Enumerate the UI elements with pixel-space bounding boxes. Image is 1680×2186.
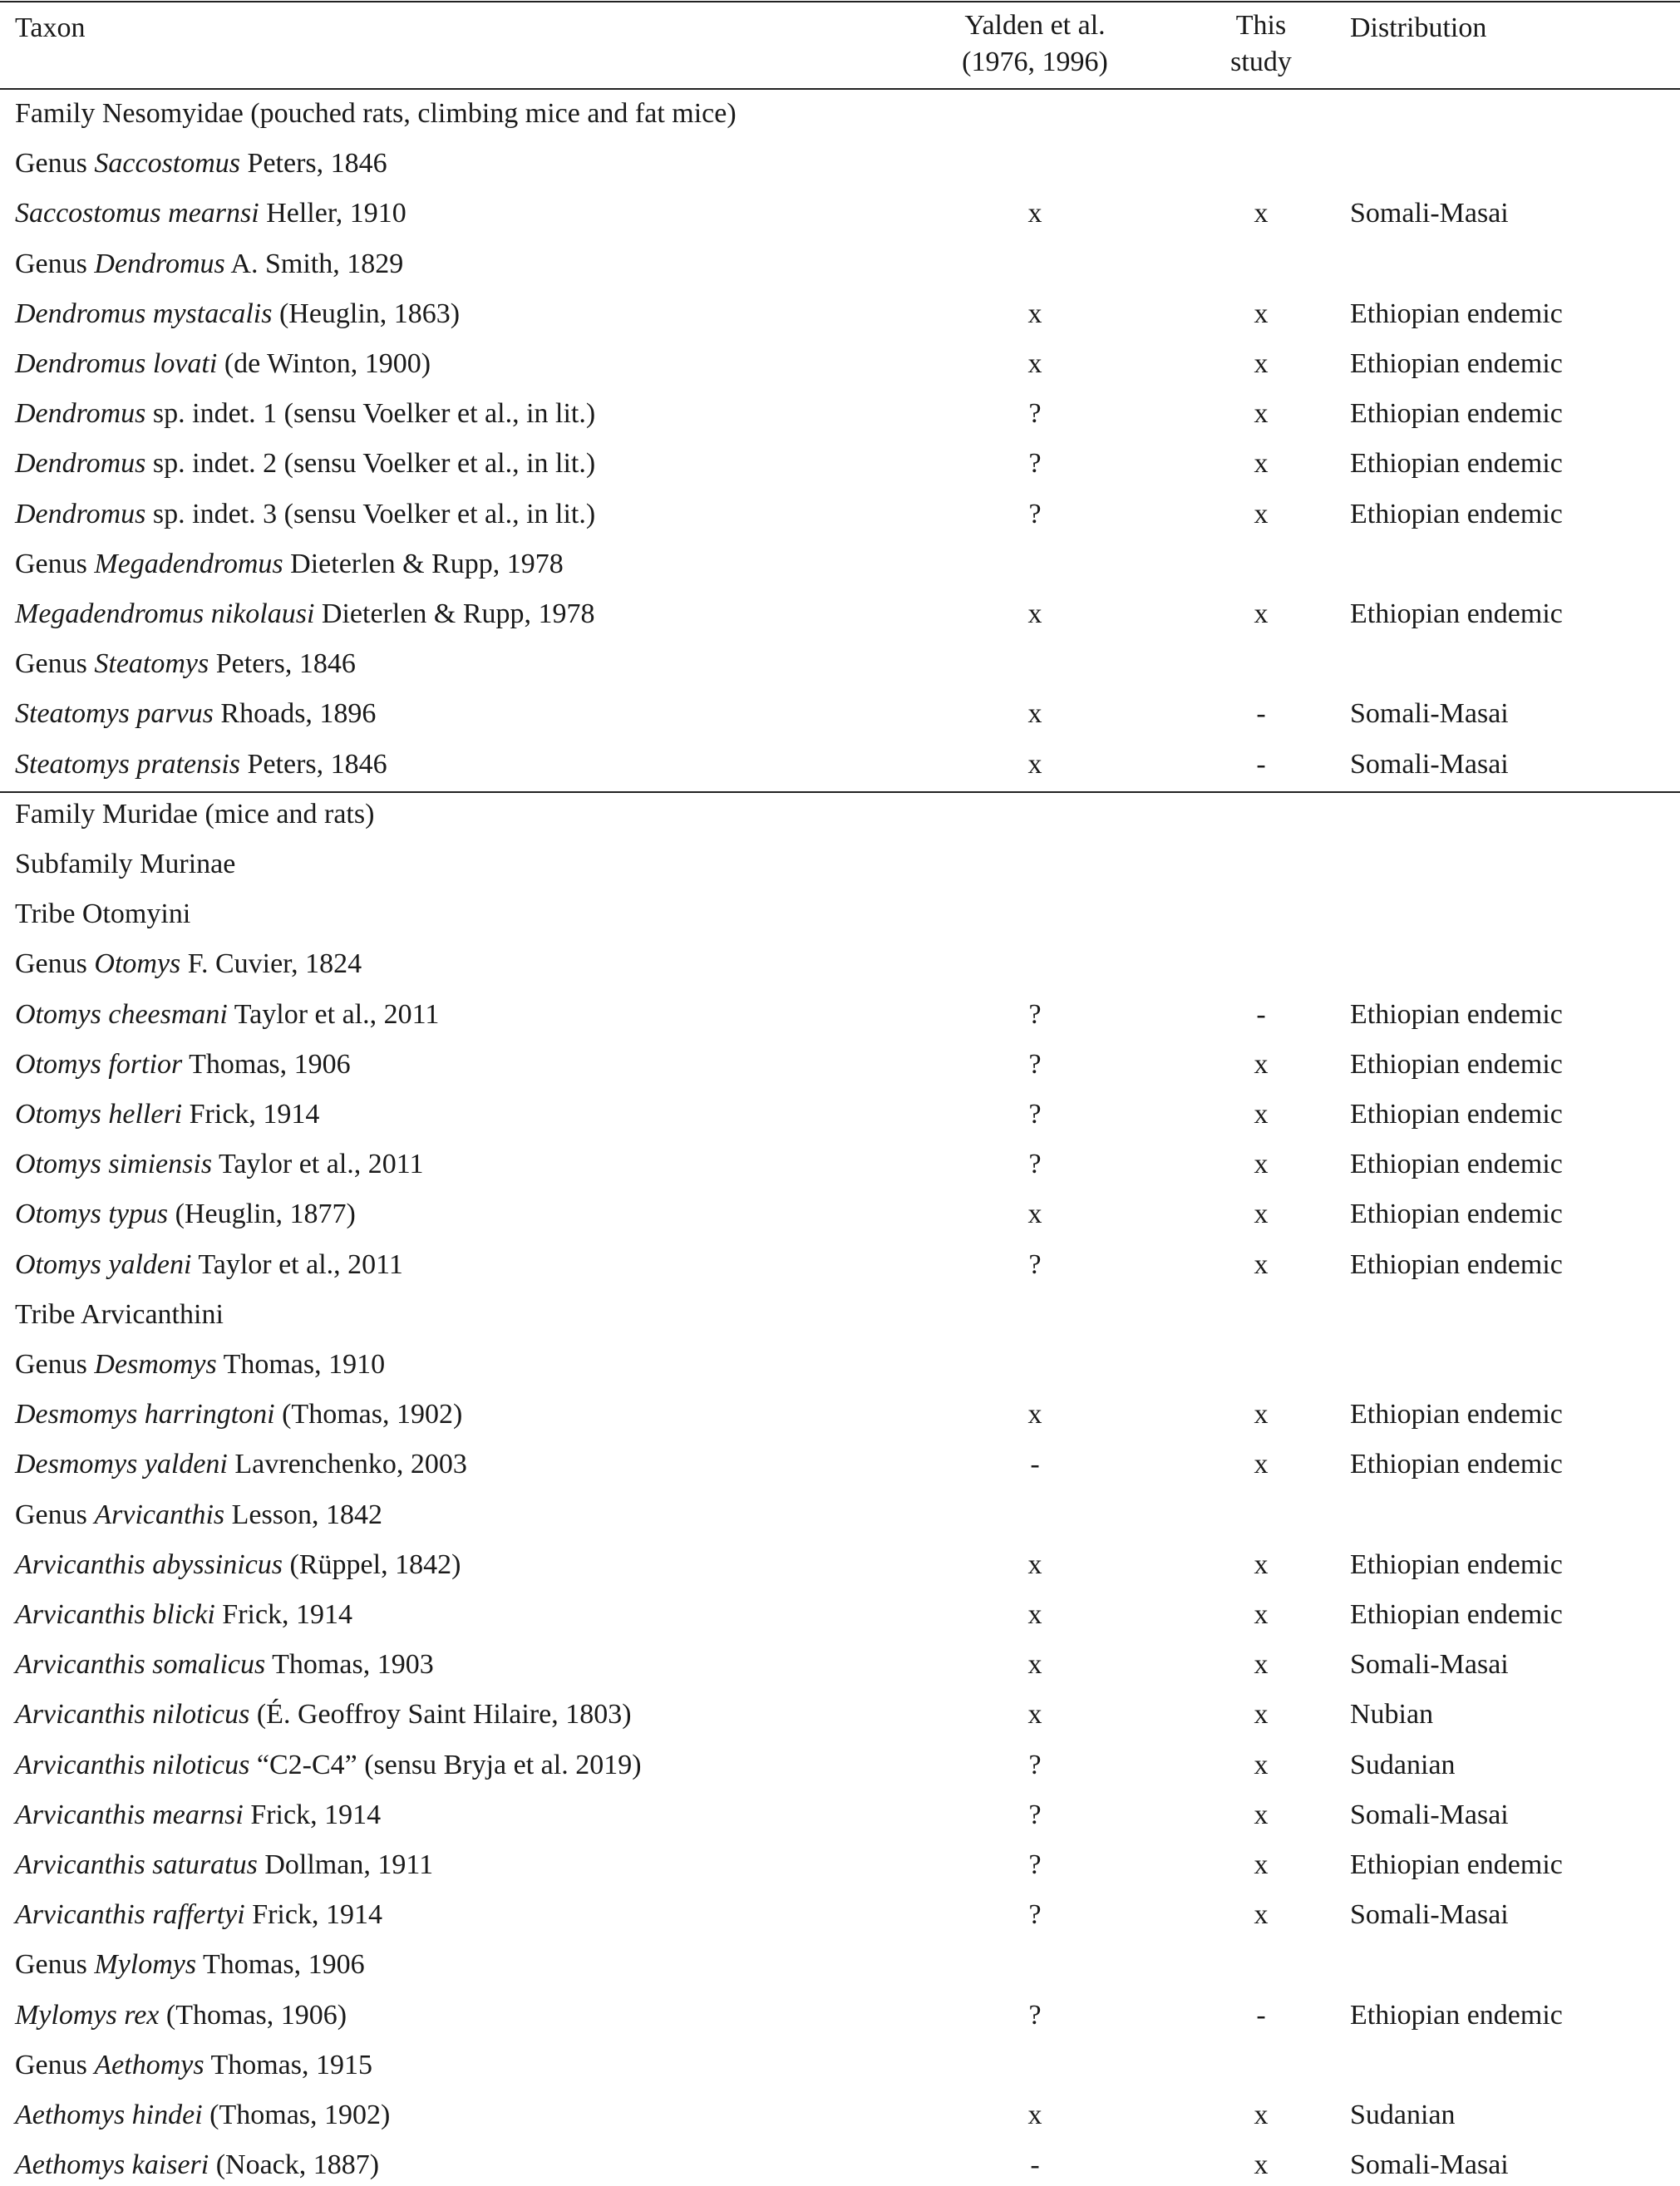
genus-name: Dendromus <box>94 248 225 279</box>
genus-authority: Thomas, 1910 <box>216 1349 386 1380</box>
header-this-line1: This <box>1235 10 1287 41</box>
species-authority: Thomas, 1906 <box>182 1048 351 1080</box>
genus-heading <box>15 1499 382 1532</box>
header-rule <box>0 88 1680 90</box>
distribution-cell: Somali-Masai <box>1350 2149 1509 2181</box>
species-name: Dendromus <box>15 448 146 480</box>
distribution-cell: Ethiopian endemic <box>1350 1248 1563 1280</box>
genus-name: Saccostomus <box>94 148 241 180</box>
species-name: Otomys cheesmani <box>15 998 228 1030</box>
species-name: Megadendromus nikolausi <box>15 598 315 629</box>
genus-prefix: Genus <box>15 2049 95 2080</box>
genus-name: Arvicanthis <box>94 1499 225 1530</box>
species-authority: (Thomas, 1902) <box>202 2100 391 2130</box>
genus-prefix: Genus <box>15 648 95 680</box>
species-authority: (É. Geoffroy Saint Hilaire, 1803) <box>249 1699 632 1731</box>
genus-heading <box>15 2049 372 2082</box>
header-this-study <box>1230 7 1292 81</box>
distribution-cell: Ethiopian endemic <box>1350 1048 1563 1080</box>
distribution-cell: Somali-Masai <box>1350 198 1509 229</box>
genus-authority: Dieterlen & Rupp, 1978 <box>283 548 564 579</box>
group-heading: Subfamily Murinae <box>15 849 236 879</box>
species-name-cell <box>15 697 376 731</box>
genus-prefix: Genus <box>15 248 95 279</box>
distribution-cell: Somali-Masai <box>1350 1799 1509 1830</box>
header-yalden-line1: Yalden et al. <box>964 10 1106 41</box>
distribution-cell: Ethiopian endemic <box>1350 1149 1563 1180</box>
distribution-cell: Ethiopian endemic <box>1350 1399 1563 1430</box>
group-heading: Family Muridae (mice and rats) <box>15 798 375 830</box>
species-name-cell <box>15 1448 467 1481</box>
distribution-cell: Somali-Masai <box>1350 748 1509 780</box>
distribution-cell: Sudanian <box>1350 1749 1456 1780</box>
species-name: Otomys fortior <box>15 1048 183 1080</box>
species-name: Dendromus <box>15 398 146 430</box>
species-name-cell <box>15 1198 356 1231</box>
distribution-cell: Ethiopian endemic <box>1350 1548 1563 1580</box>
species-authority: (de Winton, 1900) <box>217 348 431 379</box>
species-name: Saccostomus mearnsi <box>15 198 259 229</box>
species-authority: “C2-C4” (sensu Bryja et al. 2019) <box>249 1749 642 1780</box>
distribution-cell: Ethiopian endemic <box>1350 298 1563 329</box>
species-name-cell <box>15 1398 462 1431</box>
species-name-cell <box>15 1898 382 1932</box>
species-name-cell <box>15 1248 403 1282</box>
distribution-cell: Somali-Masai <box>1350 1899 1509 1931</box>
genus-name: Steatomys <box>94 648 209 680</box>
species-name-cell <box>15 197 406 230</box>
species-name-cell <box>15 498 595 531</box>
species-name: Desmomys harringtoni <box>15 1399 275 1430</box>
species-name: Aethomys hindei <box>15 2100 203 2130</box>
genus-heading <box>15 647 356 681</box>
genus-heading <box>15 248 403 281</box>
genus-prefix: Genus <box>15 948 95 980</box>
distribution-cell: Ethiopian endemic <box>1350 1449 1563 1480</box>
species-authority: Taylor et al., 2011 <box>191 1248 403 1280</box>
top-rule <box>0 1 1680 2</box>
species-name-cell <box>15 447 595 480</box>
genus-prefix: Genus <box>15 1349 95 1380</box>
species-authority: Taylor et al., 2011 <box>212 1149 424 1180</box>
distribution-cell: Ethiopian endemic <box>1350 1849 1563 1880</box>
species-name: Steatomys pratensis <box>15 748 241 780</box>
species-authority: (Rüppel, 1842) <box>283 1548 461 1580</box>
species-authority: (Noack, 1887) <box>209 2149 380 2181</box>
species-authority: Heller, 1910 <box>259 198 406 229</box>
species-authority: (Heuglin, 1877) <box>168 1199 356 1230</box>
header-yalden-line2: (1976, 1996) <box>962 47 1108 77</box>
species-name-cell <box>15 1799 381 1832</box>
species-name: Dendromus lovati <box>15 348 218 379</box>
species-name-cell <box>15 1648 434 1681</box>
distribution-cell: Ethiopian endemic <box>1350 1199 1563 1230</box>
group-heading: Tribe Arvicanthini <box>15 1298 224 1330</box>
species-name: Arvicanthis abyssinicus <box>15 1548 283 1580</box>
genus-heading <box>15 548 564 581</box>
species-name-cell <box>15 1048 351 1081</box>
species-name-cell <box>15 1148 424 1181</box>
species-name-cell <box>15 1849 433 1882</box>
species-name: Arvicanthis raffertyi <box>15 1899 245 1931</box>
genus-heading <box>15 948 362 981</box>
species-name: Arvicanthis saturatus <box>15 1849 258 1880</box>
species-name: Arvicanthis mearnsi <box>15 1799 244 1830</box>
genus-authority: F. Cuvier, 1824 <box>180 948 362 980</box>
genus-authority: Peters, 1846 <box>240 148 387 180</box>
species-name-cell <box>15 347 431 381</box>
species-name: Aethomys kaiseri <box>15 2149 209 2181</box>
genus-name: Aethomys <box>94 2049 204 2080</box>
species-authority: Dieterlen & Rupp, 1978 <box>314 598 595 629</box>
species-name: Steatomys parvus <box>15 698 214 730</box>
species-name: Desmomys yaldeni <box>15 1449 228 1480</box>
species-authority: sp. indet. 3 (sensu Voelker et al., in lit.) <box>145 498 596 529</box>
genus-authority: Thomas, 1915 <box>204 2049 373 2080</box>
species-name-cell <box>15 998 439 1031</box>
species-name-cell <box>15 1098 319 1131</box>
header-distribution: Distribution <box>1350 12 1487 43</box>
distribution-cell: Somali-Masai <box>1350 1649 1509 1681</box>
genus-prefix: Genus <box>15 1499 95 1530</box>
genus-heading <box>15 1948 365 1982</box>
species-authority: sp. indet. 1 (sensu Voelker et al., in lit.) <box>145 398 596 430</box>
species-authority: Thomas, 1903 <box>265 1649 434 1681</box>
genus-prefix: Genus <box>15 1949 95 1981</box>
species-name: Dendromus <box>15 498 146 529</box>
species-authority: Rhoads, 1896 <box>213 698 377 730</box>
genus-name: Otomys <box>94 948 181 980</box>
species-name-cell <box>15 298 460 331</box>
header-this-line2: study <box>1230 47 1292 77</box>
species-name-cell <box>15 1698 632 1731</box>
distribution-cell: Ethiopian endemic <box>1350 498 1563 529</box>
species-name-cell <box>15 2149 379 2182</box>
species-authority: (Thomas, 1902) <box>274 1399 463 1430</box>
species-authority: Lavrenchenko, 2003 <box>227 1449 467 1480</box>
genus-name: Mylomys <box>94 1949 197 1981</box>
species-name-cell <box>15 1999 347 2032</box>
distribution-cell: Ethiopian endemic <box>1350 1599 1563 1630</box>
genus-name: Desmomys <box>94 1349 217 1380</box>
species-authority: Taylor et al., 2011 <box>227 998 440 1030</box>
genus-authority: Thomas, 1906 <box>196 1949 365 1981</box>
genus-heading <box>15 1348 385 1381</box>
species-authority: Peters, 1846 <box>240 748 387 780</box>
species-name: Otomys helleri <box>15 1099 183 1130</box>
species-name-cell <box>15 1598 352 1632</box>
header-yalden <box>962 7 1108 81</box>
species-name: Otomys typus <box>15 1199 169 1230</box>
species-name: Otomys simiensis <box>15 1149 213 1180</box>
group-heading: Family Nesomyidae (pouched rats, climbing mice and fat mice) <box>15 98 737 129</box>
genus-prefix: Genus <box>15 548 95 579</box>
genus-authority: A. Smith, 1829 <box>224 248 404 279</box>
species-authority: Dollman, 1911 <box>257 1849 434 1880</box>
distribution-cell: Ethiopian endemic <box>1350 1999 1563 2031</box>
distribution-cell: Ethiopian endemic <box>1350 398 1563 430</box>
distribution-cell: Nubian <box>1350 1699 1434 1731</box>
distribution-cell: Ethiopian endemic <box>1350 448 1563 480</box>
group-heading: Tribe Otomyini <box>15 899 191 930</box>
species-name: Dendromus mystacalis <box>15 298 273 329</box>
genus-authority: Lesson, 1842 <box>224 1499 382 1530</box>
species-authority: (Thomas, 1906) <box>159 1999 347 2031</box>
species-name: Otomys yaldeni <box>15 1248 192 1280</box>
distribution-cell: Somali-Masai <box>1350 698 1509 730</box>
species-authority: Frick, 1914 <box>243 1799 382 1830</box>
distribution-cell: Ethiopian endemic <box>1350 1099 1563 1130</box>
species-authority: Frick, 1914 <box>244 1899 382 1931</box>
species-name-cell <box>15 1548 461 1582</box>
distribution-cell: Ethiopian endemic <box>1350 998 1563 1030</box>
species-name: Mylomys rex <box>15 1999 160 2031</box>
species-name-cell <box>15 1749 642 1782</box>
species-authority: (Heuglin, 1863) <box>272 298 461 329</box>
species-name: Arvicanthis blicki <box>15 1599 215 1630</box>
species-name-cell <box>15 748 387 781</box>
genus-heading <box>15 147 387 180</box>
genus-name: Megadendromus <box>94 548 283 579</box>
species-name: Arvicanthis niloticus <box>15 1749 250 1780</box>
species-name-cell <box>15 397 595 431</box>
species-authority: sp. indet. 2 (sensu Voelker et al., in lit.) <box>145 448 596 480</box>
distribution-cell: Ethiopian endemic <box>1350 348 1563 379</box>
genus-prefix: Genus <box>15 148 95 180</box>
species-authority: Frick, 1914 <box>182 1099 320 1130</box>
species-name-cell <box>15 2099 390 2132</box>
distribution-cell: Sudanian <box>1350 2100 1456 2130</box>
header-taxon: Taxon <box>15 12 86 43</box>
genus-authority: Peters, 1846 <box>209 648 356 680</box>
species-authority: Frick, 1914 <box>214 1599 353 1630</box>
distribution-cell: Ethiopian endemic <box>1350 598 1563 629</box>
species-name: Arvicanthis niloticus <box>15 1699 250 1731</box>
section-rule <box>0 791 1680 793</box>
species-name: Arvicanthis somalicus <box>15 1649 266 1681</box>
species-name-cell <box>15 598 595 631</box>
